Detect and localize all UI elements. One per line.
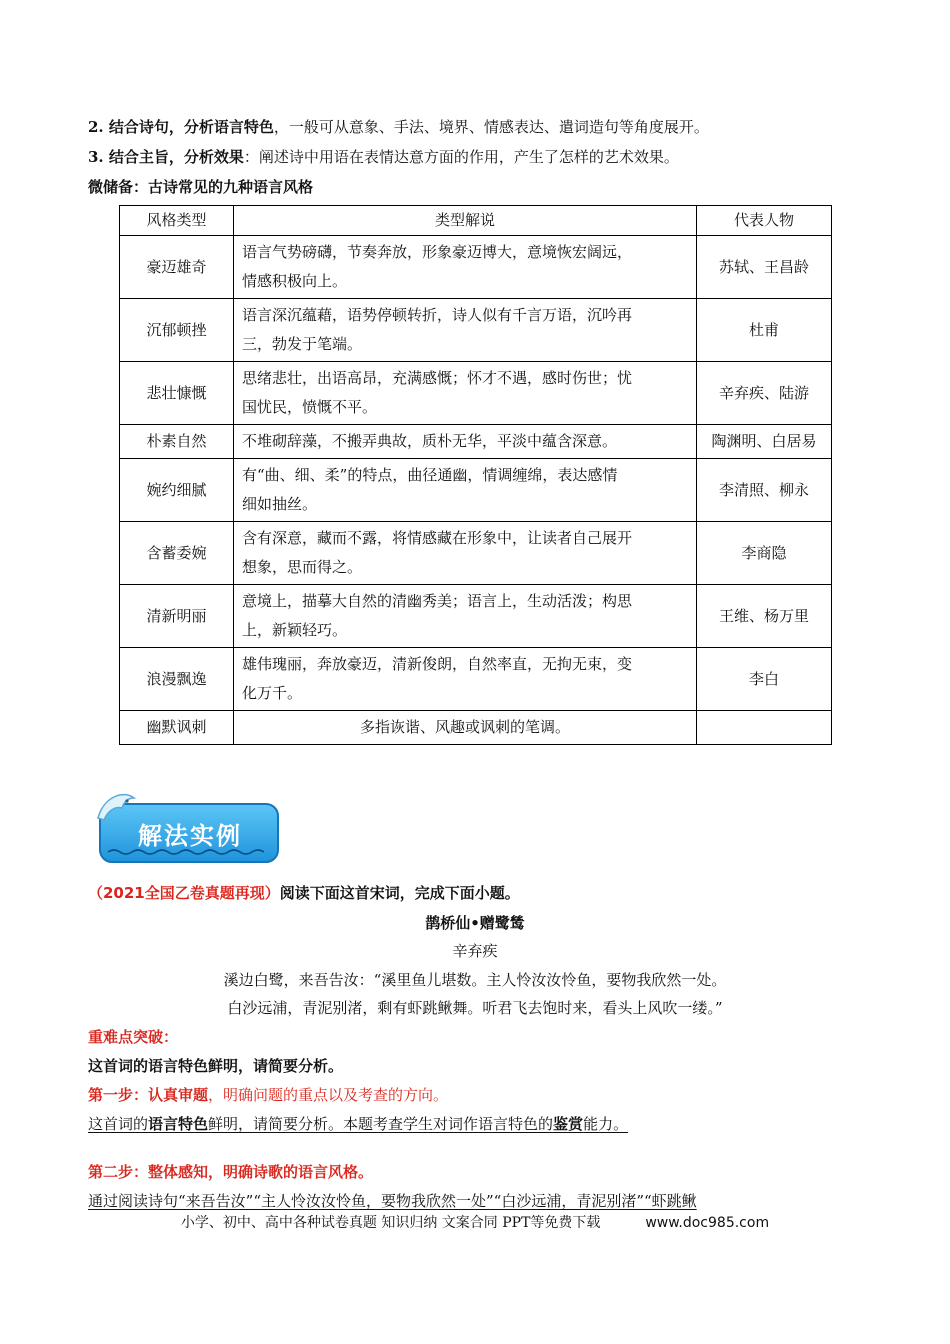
footer-text: 小学、初中、高中各种试卷真题 知识归纳 文案合同 PPT等免费下载 (180, 1215, 601, 1231)
style-description: 有“曲、细、柔”的特点，曲径通幽，情调缠绵，表达感情 细如抽丝。 (234, 459, 697, 522)
step-1-heading (88, 1084, 448, 1106)
footer (0, 1212, 950, 1232)
key-points-label: 重难点突破： (88, 1028, 179, 1046)
style-representatives: 苏轼、王昌龄 (697, 236, 832, 299)
poem-author: 辛弃疾 (452, 942, 498, 960)
header-style-type: 风格类型 (120, 206, 234, 236)
style-description: 雄伟瑰丽，奔放豪迈，清新俊朗，自然率直，无拘无束，变 化万千。 (234, 648, 697, 711)
style-representatives: 王维、杨万里 (697, 585, 832, 648)
style-description: 意境上，描摹大自然的清幽秀美；语言上，生动活泼；构思 上，新颖轻巧。 (234, 585, 697, 648)
point-2-heading: 2. 结合诗句，分析语言特色 (88, 118, 274, 136)
style-name: 含蓄委婉 (120, 522, 234, 585)
style-description: 思绪悲壮，出语高昂，充满感慨；怀才不遇，感时伤世；忧 国忧民，愤慨不平。 (234, 362, 697, 425)
poem-title: 鹊桥仙•赠鹭鸶 (425, 914, 525, 932)
poem-line-1: 溪边白鹭，来吾告汝：“溪里鱼儿堪数。主人怜汝汝怜鱼，要物我欣然一处。 (223, 971, 727, 989)
table-row (120, 425, 832, 459)
footer-site-link[interactable]: www.doc985.com (645, 1215, 770, 1231)
step-2-heading: 第二步：整体感知，明确诗歌的语言风格。 (88, 1163, 374, 1181)
style-representatives: 李清照、柳永 (697, 459, 832, 522)
header-description: 类型解说 (234, 206, 697, 236)
point-3 (88, 146, 679, 168)
table-row (120, 362, 832, 425)
example-source: （2021全国乙卷真题再现） (88, 884, 280, 902)
style-name: 清新明丽 (120, 585, 234, 648)
style-representatives: 陶渊明、白居易 (697, 425, 832, 459)
style-description: 含有深意，藏而不露，将情感藏在形象中，让读者自己展开 想象，思而得之。 (234, 522, 697, 585)
badge-label: 解法实例 (138, 822, 242, 850)
style-name: 豪迈雄奇 (120, 236, 234, 299)
style-name: 朴素自然 (120, 425, 234, 459)
point-2-text: ，一般可从意象、手法、境界、情感表达、遣词造句等角度展开。 (273, 118, 709, 136)
table-header-row (120, 206, 832, 236)
table-row (120, 648, 832, 711)
style-description: 不堆砌辞藻，不搬弄典故，质朴无华，平淡中蕴含深意。 (234, 425, 697, 459)
style-representatives: 杜甫 (697, 299, 832, 362)
table-row (120, 711, 832, 745)
question-text: 这首词的语言特色鲜明，请简要分析。 (88, 1057, 344, 1075)
step-1-detail: ，明确问题的重点以及考查的方向。 (208, 1086, 449, 1104)
table-row (120, 236, 832, 299)
point-3-text: ：阐述诗中用语在表情达意方面的作用，产生了怎样的艺术效果。 (243, 148, 679, 166)
table-row (120, 459, 832, 522)
style-description: 语言深沉蕴藉，语势停顿转折，诗人似有千言万语，沉吟再 三，勃发于笔端。 (234, 299, 697, 362)
style-description: 多指诙谐、风趣或讽刺的笔调。 (234, 711, 697, 745)
style-description: 语言气势磅礴，节奏奔放，形象豪迈博大，意境恢宏阔远， 情感积极向上。 (234, 236, 697, 299)
style-representatives (697, 711, 832, 745)
table-row (120, 522, 832, 585)
style-name: 悲壮慷慨 (120, 362, 234, 425)
table-row (120, 585, 832, 648)
step-1-analysis: 这首词的语言特色鲜明，请简要分析。本题考查学生对词作语言特色的鉴赏能力。 (88, 1115, 629, 1133)
style-representatives: 辛弃疾、陆游 (697, 362, 832, 425)
style-representatives: 李白 (697, 648, 832, 711)
language-styles-table (119, 205, 832, 745)
step-2-text: 通过阅读诗句“来吾告汝”“主人怜汝汝怜鱼，要物我欣然一处”“白沙远浦，青泥别渚”“虾跳鳅 (88, 1192, 697, 1210)
table-row (120, 299, 832, 362)
poem-line-2: 白沙远浦，青泥别渚，剩有虾跳鳅舞。听君飞去饱时来，看头上风吹一缕。” (227, 999, 723, 1017)
point-3-heading: 3. 结合主旨，分析效果 (88, 148, 244, 166)
micro-reserve-title: 微储备：古诗常见的九种语言风格 (88, 178, 314, 196)
solution-example-badge (94, 790, 284, 866)
example-instruction: 阅读下面这首宋词，完成下面小题。 (279, 884, 520, 902)
step-1-label: 第一步：认真审题 (88, 1086, 209, 1104)
example-heading (88, 882, 520, 904)
point-2 (88, 116, 709, 138)
style-representatives: 李商隐 (697, 522, 832, 585)
style-name: 沉郁顿挫 (120, 299, 234, 362)
header-representatives: 代表人物 (697, 206, 832, 236)
style-name: 浪漫飘逸 (120, 648, 234, 711)
style-name: 幽默讽刺 (120, 711, 234, 745)
style-name: 婉约细腻 (120, 459, 234, 522)
